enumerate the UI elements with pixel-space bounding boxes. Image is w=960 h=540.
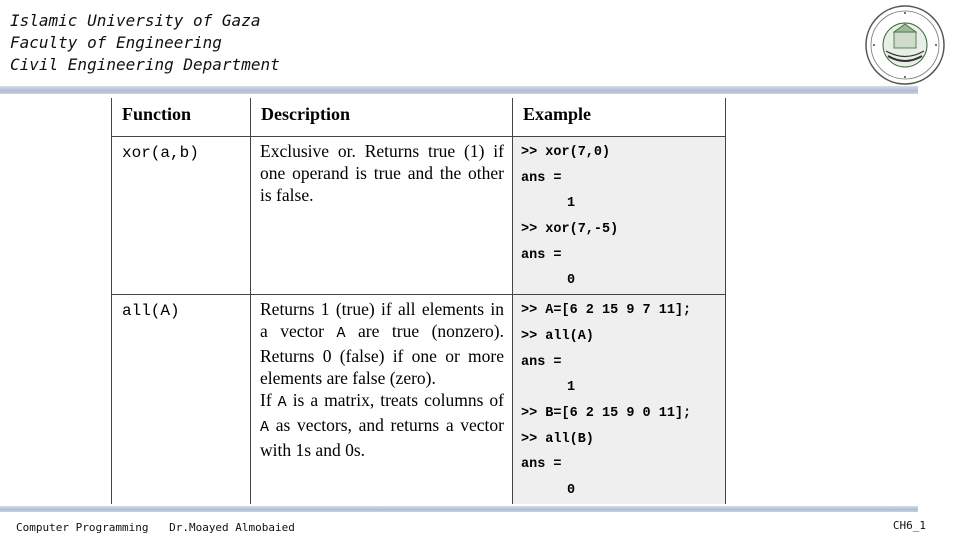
example-line: 0 xyxy=(567,482,576,498)
example-line: >> all(B) xyxy=(521,431,594,447)
function-table xyxy=(111,98,725,496)
footer xyxy=(16,521,309,534)
course-name: Computer Programming xyxy=(16,521,149,534)
desc-variable: A xyxy=(260,419,270,437)
slide-number: CH6_1 xyxy=(892,519,926,532)
table-row xyxy=(112,295,726,504)
bottom-divider xyxy=(0,506,918,512)
example-line: 1 xyxy=(567,196,576,212)
top-divider xyxy=(0,86,918,94)
example-line: 0 xyxy=(567,273,576,289)
example-line: 1 xyxy=(567,380,576,396)
header-description: Description xyxy=(251,98,513,137)
instructor-name: Dr.Moayed Almobaied xyxy=(169,521,295,534)
example-code xyxy=(513,137,726,295)
desc-text: Returns 1 (true) if all elements in a vector xyxy=(260,299,504,342)
desc-text: If xyxy=(260,390,278,411)
example-line: >> all(A) xyxy=(521,328,594,344)
desc-text: is a matrix, treats columns of xyxy=(286,390,504,411)
desc-variable: A xyxy=(336,325,346,343)
department-name: Civil Engineering Department xyxy=(10,55,280,74)
function-name: xor(a,b) xyxy=(112,137,251,295)
desc-text: as vectors, and returns a vector with 1s and 0s. xyxy=(260,415,504,461)
example-line: ans = xyxy=(521,247,562,263)
desc-text: are true (nonzero). Returns 0 (false) if one or more elements are false (zero). xyxy=(260,321,504,389)
desc-variable: A xyxy=(277,394,287,412)
example-line: >> xor(7,-5) xyxy=(521,222,619,238)
function-description: Exclusive or. Returns true (1) if one operand is true and the other is false. xyxy=(251,137,513,295)
example-line: ans = xyxy=(521,354,562,370)
example-line: >> A=[6 2 15 9 7 11]; xyxy=(521,303,692,319)
header xyxy=(10,10,280,76)
university-seal-icon xyxy=(864,4,946,86)
header-function: Function xyxy=(112,98,251,137)
university-name: Islamic University of Gaza xyxy=(10,11,261,30)
example-line: ans = xyxy=(521,170,562,186)
function-description xyxy=(251,295,513,504)
faculty-name: Faculty of Engineering xyxy=(10,33,222,52)
header-example: Example xyxy=(513,98,726,137)
table-row xyxy=(112,137,726,295)
example-line: >> B=[6 2 15 9 0 11]; xyxy=(521,405,692,421)
function-name: all(A) xyxy=(112,295,251,504)
example-line: ans = xyxy=(521,457,562,473)
example-code xyxy=(513,295,726,504)
example-line: >> xor(7,0) xyxy=(521,145,611,160)
